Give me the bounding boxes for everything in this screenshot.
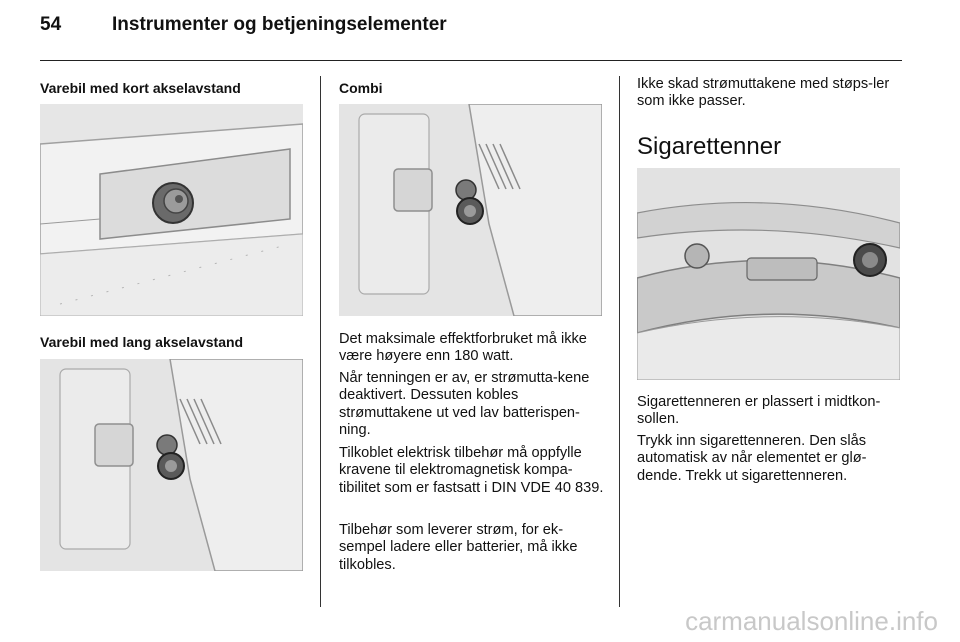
heading-long-wheelbase: Varebil med lang akselavstand: [40, 334, 244, 350]
photo-long-wheelbase-socket: [40, 359, 303, 571]
paragraph-lighter-location: Sigarettenneren er plassert i midtkon-sollen.: [637, 394, 881, 428]
heading-combi: Combi: [339, 80, 383, 96]
paragraph-max-power: Det maksimale effektforbruket må ikke være høyere enn 180 watt.: [339, 331, 587, 365]
page-number: 54: [40, 14, 62, 35]
heading-short-wheelbase: Varebil med kort akselavstand: [40, 80, 241, 96]
header-rule: [40, 60, 902, 61]
paragraph-ignition-off: Når tenningen er av, er strømutta-kene deaktivert. Dessuten kobles strømuttakene ut ved lav batterispen-ning.: [339, 370, 590, 438]
heading-cigarette-lighter: Sigarettenner: [637, 133, 782, 160]
paragraph-lighter-usage: Trykk inn sigarettenneren. Den slås automatisk av når elementet er glø-dende. Trekk ut sigarettenneren.: [637, 433, 867, 484]
paragraph-socket-warning: Ikke skad strømuttakene med støps-ler som ikke passer.: [637, 76, 890, 110]
photo-combi-socket: [339, 104, 602, 316]
column-divider-2: [619, 76, 620, 607]
watermark: carmanualsonline.info: [685, 606, 938, 636]
page-title: Instrumenter og betjeningselementer: [112, 14, 447, 35]
photo-short-wheelbase-socket: [40, 104, 303, 316]
column-divider-1: [320, 76, 321, 607]
paragraph-emc-requirements: Tilkoblet elektrisk tilbehør må oppfylle kravene til elektromagnetisk kompa-tibilitet som er fastsatt i DIN VDE 40 839.: [339, 445, 604, 496]
photo-cigarette-lighter: [637, 168, 900, 380]
paragraph-no-power-sources: Tilbehør som leverer strøm, for ek-sempel ladere eller batterier, må ikke tilkobles.: [339, 522, 578, 573]
page-header: [40, 14, 447, 36]
